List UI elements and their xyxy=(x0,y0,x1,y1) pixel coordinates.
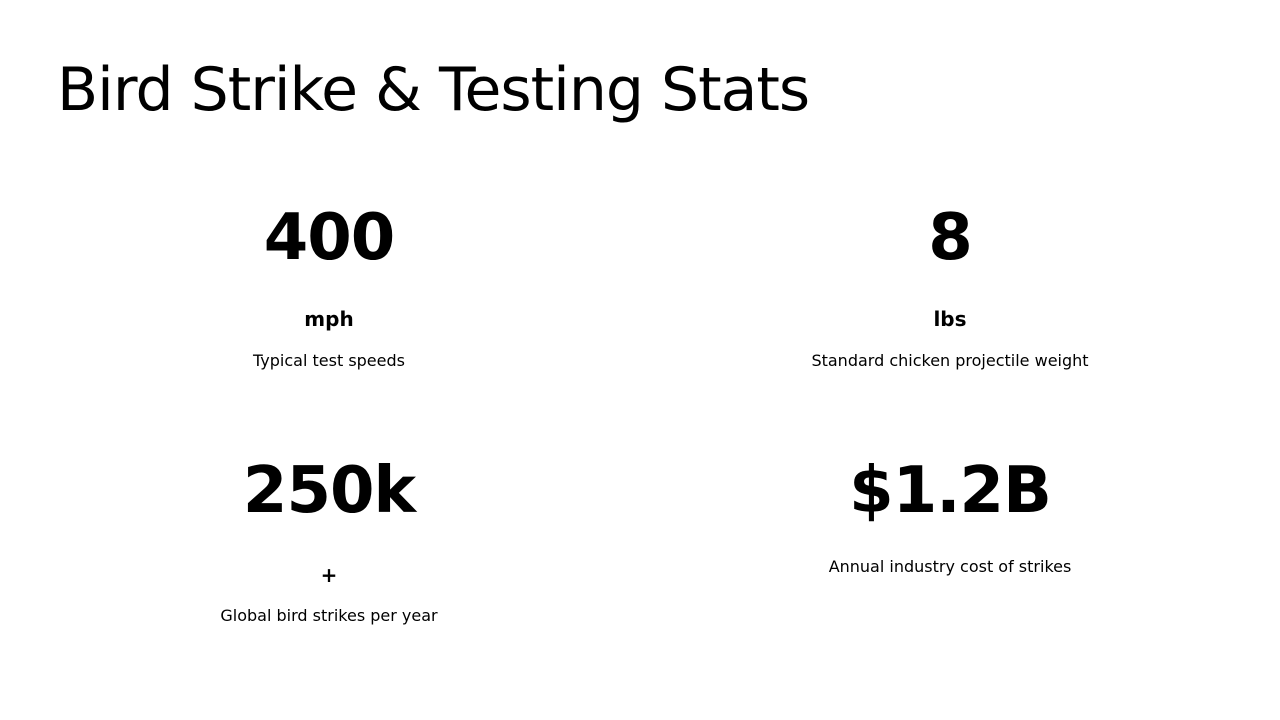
stat-description: Typical test speeds xyxy=(253,351,405,370)
stat-value: 400 xyxy=(263,201,395,275)
stat-card-projectile-weight xyxy=(690,198,1210,372)
stat-value: 250k xyxy=(242,454,416,528)
stat-card-industry-cost xyxy=(690,451,1210,578)
stat-unit: + xyxy=(320,563,338,587)
stat-card-test-speed xyxy=(69,198,589,372)
stat-value: $1.2B xyxy=(849,454,1051,528)
stat-description: Global bird strikes per year xyxy=(220,606,438,625)
stat-description: Standard chicken projectile weight xyxy=(811,351,1089,370)
stat-value: 8 xyxy=(928,201,972,275)
slide-title: Bird Strike & Testing Stats xyxy=(57,55,810,125)
stat-unit: lbs xyxy=(933,307,967,331)
stat-card-bird-strikes xyxy=(69,451,589,627)
stat-description: Annual industry cost of strikes xyxy=(828,557,1072,576)
stat-unit: mph xyxy=(304,307,354,331)
